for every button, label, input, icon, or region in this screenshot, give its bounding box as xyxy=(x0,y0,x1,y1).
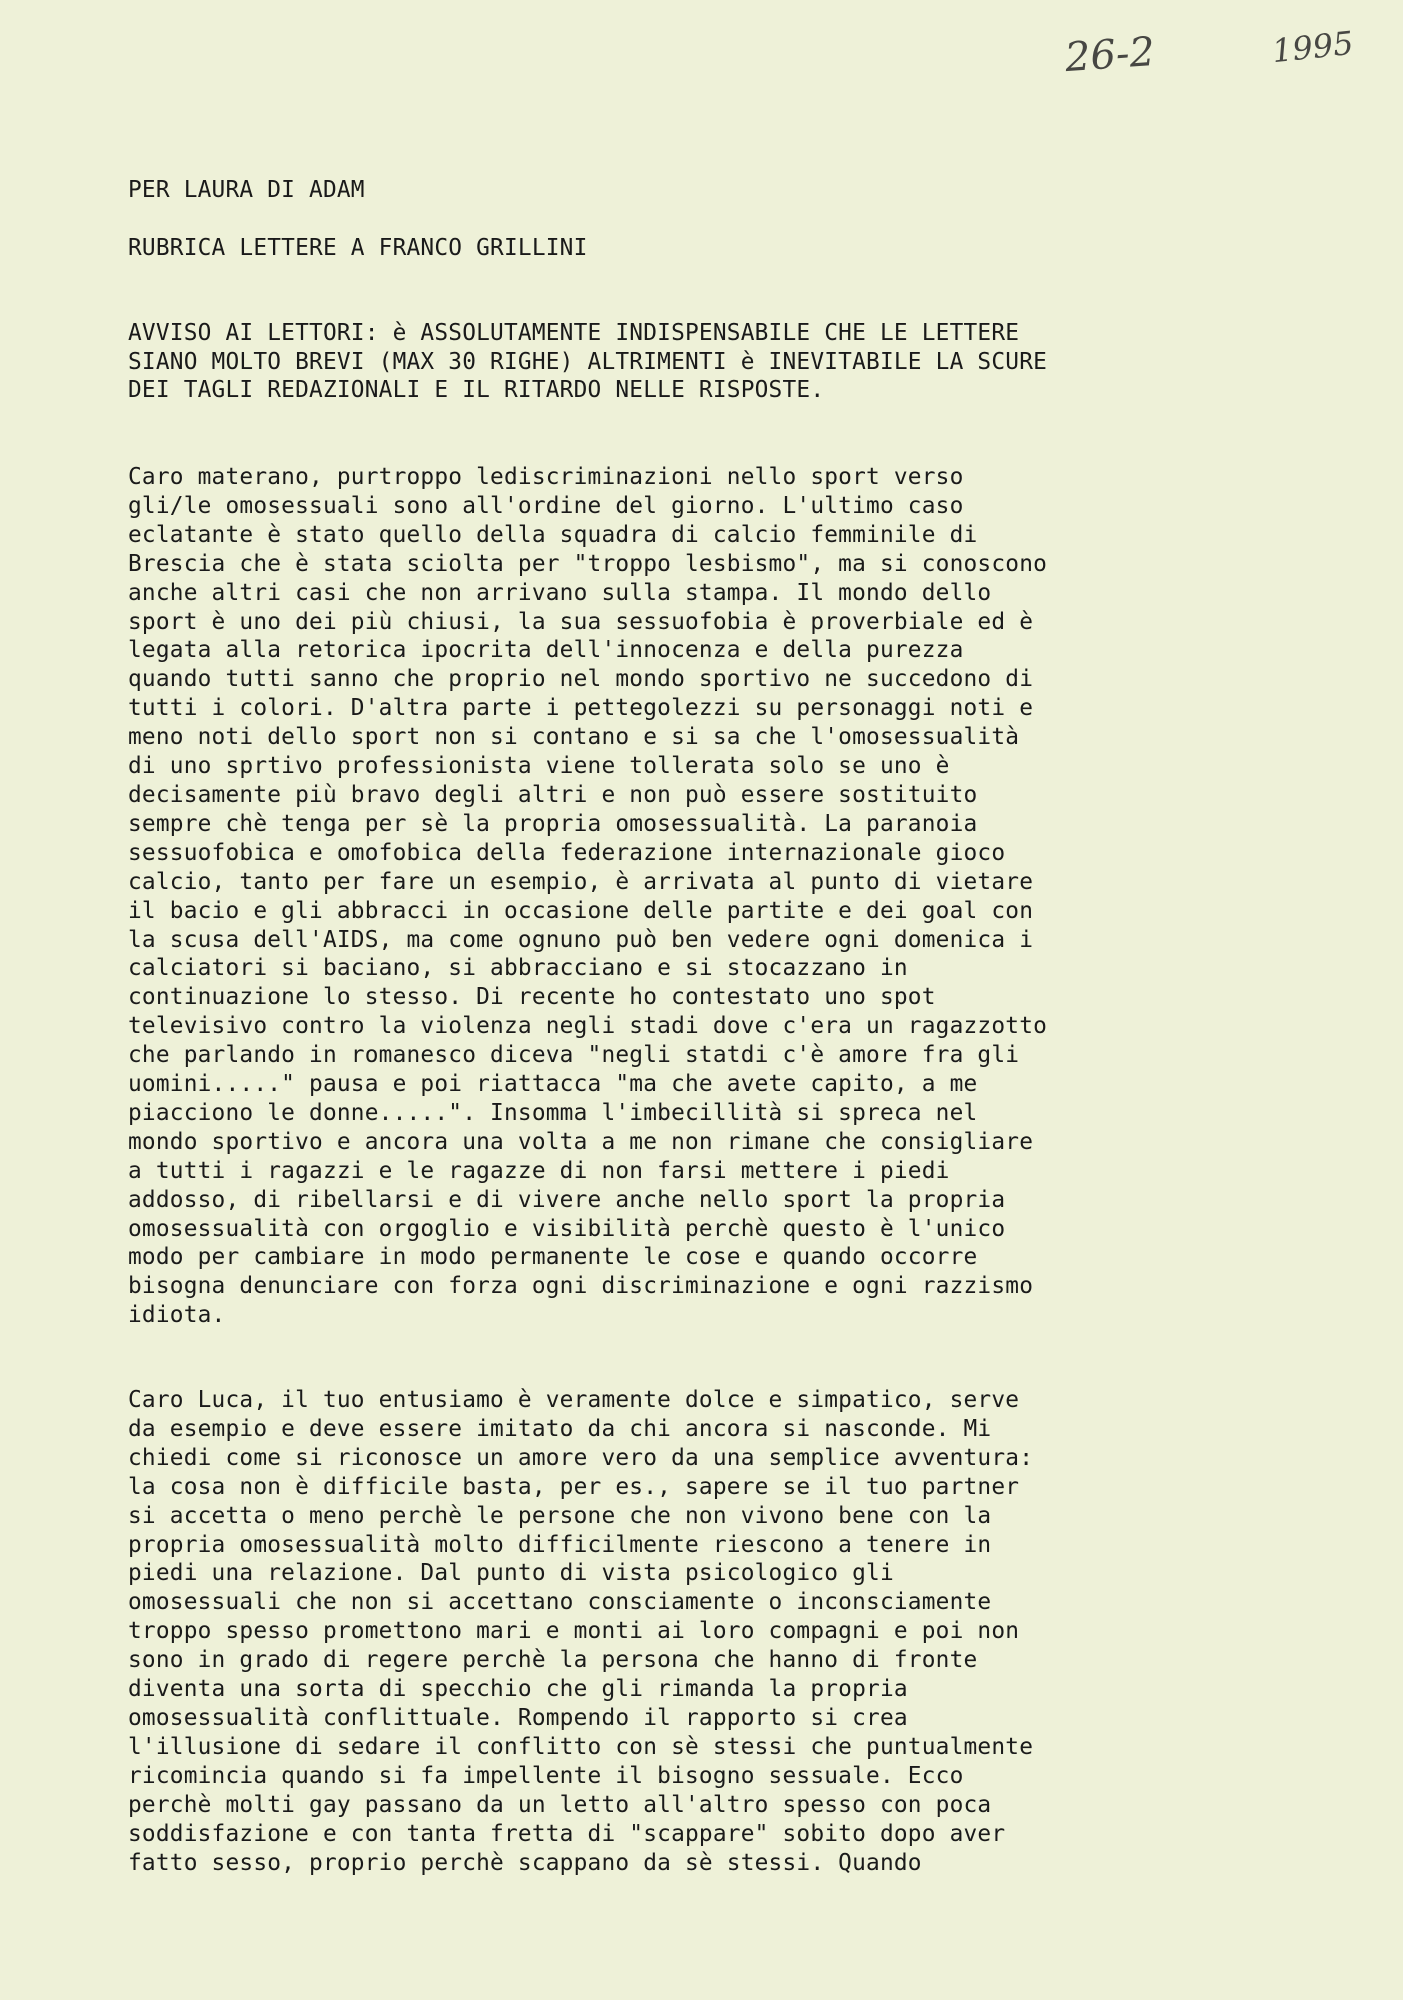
handwritten-date: 26-2 xyxy=(1063,28,1157,82)
notice-to-readers: AVVISO AI LETTORI: è ASSOLUTAMENTE INDISPENSABILE CHE LE LETTERE SIANO MOLTO BREVI (MAX 30 RIGHE) ALTRIMENTI è INEVITABILE LA SCURE DEI TAGLI REDAZIONALI E IL RITARDO NELLE RISPOSTE. xyxy=(128,320,1048,404)
reply-letter-2: Caro Luca, il tuo entusiamo è veramente dolce e simpatico, serve da esempio e deve essere imitato da chi ancora si nasconde. Mi chiedi come si riconosce un amore vero da una semplice avventura: la cosa non è difficile basta, per es., sapere se il tuo partner si accetta o meno perchè le persone che non vivono bene con la propria omosessualità molto difficilmente riescono a tenere in piedi una relazione. Dal punto di vista psicologico gli omosessuali che non si accettano consciamente o inconsciamente troppo spesso promettono mari e monti ai loro compagni e poi non sono in grado di regere perchè la persona che hanno di fronte diventa una sorta di specchio che gli rimanda la propria omosessualità conflittuale. Rompendo il rapporto si crea l'illusione di sedare il conflitto con sè stessi che puntualmente ricomincia quando si fa impellente il bisogno sessuale. Ecco perchè molti gay passano da un letto all'altro spesso con poca soddisfazione e con tanta fretta di "scappare" sobito dopo aver fatto sesso, proprio perchè scappano da sè stessi. Quando xyxy=(128,1387,1034,1876)
header-column-title: RUBRICA LETTERE A FRANCO GRILLINI xyxy=(128,235,588,261)
header-recipient: PER LAURA DI ADAM xyxy=(128,177,365,203)
reply-letter-1: Caro materano, purtroppo lediscriminazioni nello sport verso gli/le omosessuali sono all'ordine del giorno. L'ultimo caso eclatante è stato quello della squadra di calcio femminile di Brescia che è stata sciolta per "troppo lesbismo", ma si conoscono anche altri casi che non arrivano sulla stampa. Il mondo dello sport è uno dei più chiusi, la sua sessuofobia è proverbiale ed è legata alla retorica ipocrita dell'innocenza e della purezza quando tutti sanno che proprio nel mondo sportivo ne succedono di tutti i colori. D'altra parte i pettegolezzi su personaggi noti e meno noti dello sport non si contano e si sa che l'omosessualità di uno sprtivo professionista viene tollerata solo se uno è decisamente più bravo degli altri e non può essere sostituito sempre chè tenga per sè la propria omosessualità. La paranoia sessuofobica e omofobica della federazione internazionale gioco calcio, tanto per fare un esempio, è arrivata al punto di vietare il bacio e gli abbracci in occasione delle partite e dei goal con la scusa dell'AIDS, ma come ognuno può ben vedere ogni domenica i calciatori si baciano, si abbracciano e si stocazzano in continuazione lo stesso. Di recente ho contestato uno spot televisivo contro la violenza negli stadi dove c'era un ragazzotto che parlando in romanesco diceva "negli statdi c'è amore fra gli uomini....." pausa e poi riattacca "ma che avete capito, a me piacciono le donne.....". Insomma l'imbecillità si spreca nel mondo sportivo e ancora una volta a me non rimane che consigliare a tutti i ragazzi e le ragazze di non farsi mettere i piedi addosso, di ribellarsi e di vivere anche nello sport la propria omosessualità con orgoglio e visibilità perchè questo è l'unico modo per cambiare in modo permanente le cose e quando occorre bisogna denunciare con forza ogni discriminazione e ogni razzismo idiota. xyxy=(128,464,1048,1329)
handwritten-year: 1995 xyxy=(1270,23,1356,71)
